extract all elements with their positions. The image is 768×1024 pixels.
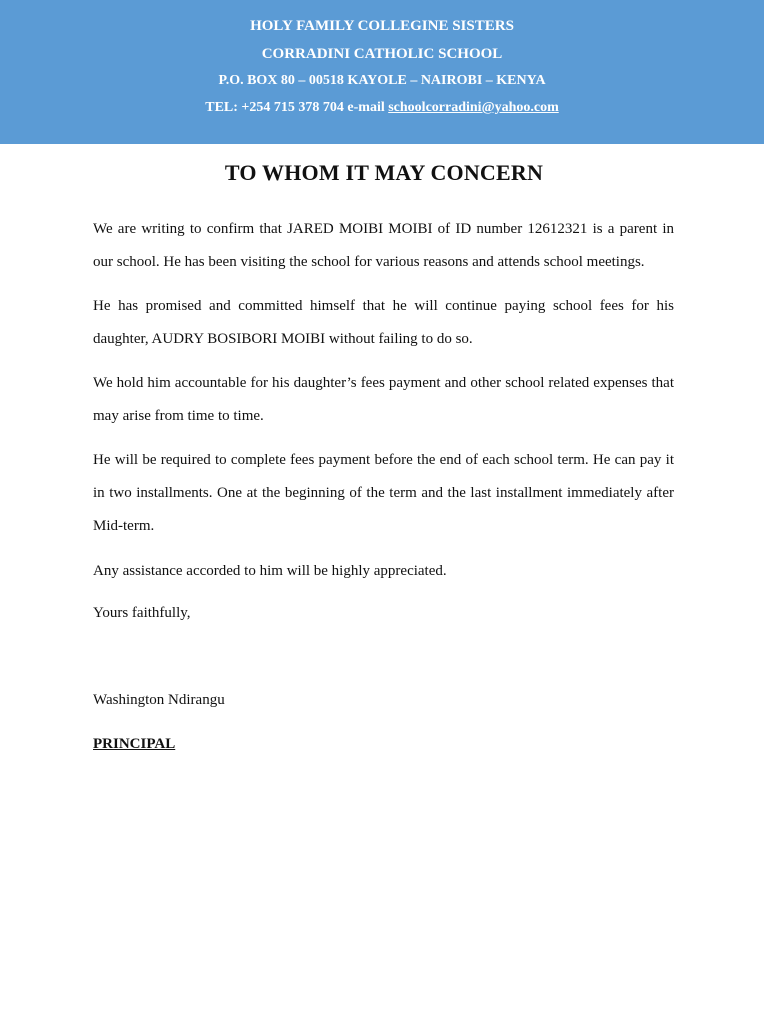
body-paragraph-1: We are writing to confirm that JARED MOIBI MOIBI of ID number 12612321 is a parent in our school. He has been visiting the school for various reasons and attends school meetings. <box>93 221 674 270</box>
letterhead-school-name: CORRADINI CATHOLIC SCHOOL <box>261 46 503 62</box>
letterhead-contact <box>0 100 764 116</box>
body-paragraph-3: We hold him accountable for his daughter’s fees payment and other school related expenses that may arise from time to time. <box>93 375 674 424</box>
body-paragraph-2: He has promised and committed himself that he will continue paying school fees for his daughter, AUDRY BOSIBORI MOIBI without failing to do so. <box>93 298 674 347</box>
signer-name: Washington Ndirangu <box>93 692 225 708</box>
email-link[interactable]: schoolcorradini@yahoo.com <box>388 100 559 115</box>
letterhead-contact-prefix: TEL: +254 715 378 704 e-mail <box>205 100 389 115</box>
body-paragraph-5: Any assistance accorded to him will be highly appreciated. <box>93 563 447 579</box>
body-paragraph-4: He will be required to complete fees payment before the end of each school term. He can pay it in two installments. One at the beginning of the term and the last installment immediately after Mid-term. <box>93 452 674 534</box>
letterhead-address: P.O. BOX 80 – 00518 KAYOLE – NAIROBI – KENYA <box>218 73 546 88</box>
closing-salutation: Yours faithfully, <box>93 605 191 621</box>
signer-title: PRINCIPAL <box>93 736 176 752</box>
letterhead-org-line: HOLY FAMILY COLLEGINE SISTERS <box>250 18 514 34</box>
letterhead-banner <box>0 0 764 144</box>
document-title: TO WHOM IT MAY CONCERN <box>224 160 544 185</box>
